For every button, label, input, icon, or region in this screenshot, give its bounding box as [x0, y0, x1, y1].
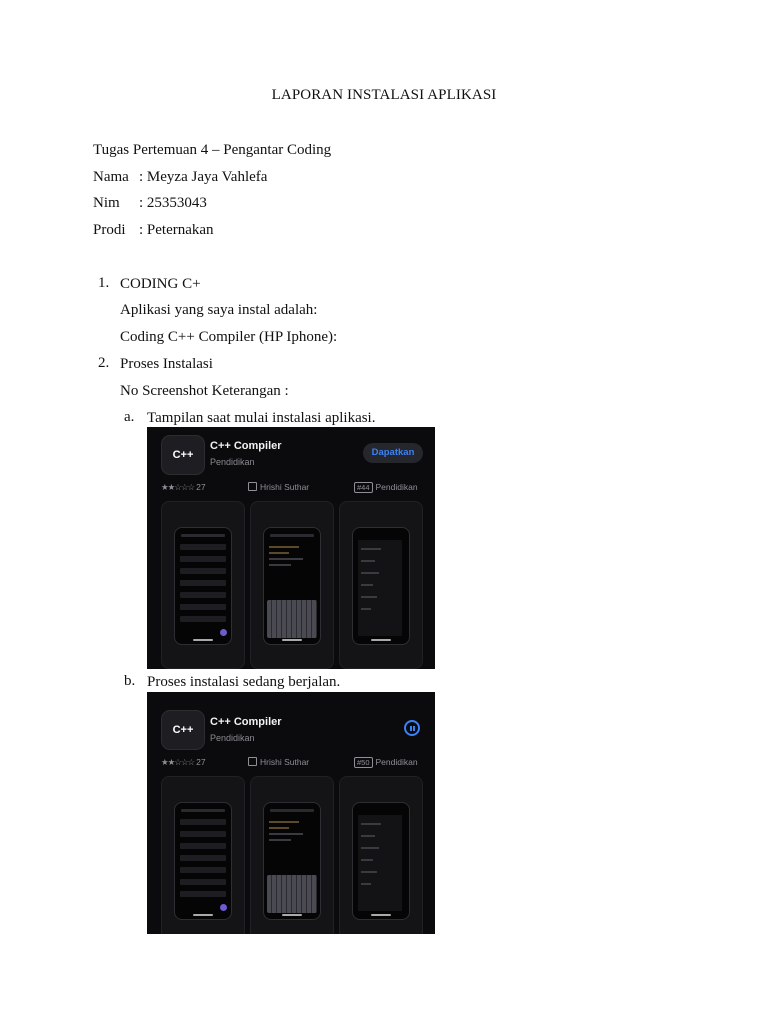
step-text: Proses instalasi sedang berjalan. — [147, 674, 341, 690]
rank-badge: #50 — [354, 757, 373, 768]
section-text: Coding C++ Compiler (HP Iphone): — [120, 329, 338, 345]
rank-badge: #44 — [354, 482, 373, 493]
page-title: LAPORAN INSTALASI APLIKASI — [271, 87, 497, 103]
app-icon: C++ — [161, 435, 205, 475]
preview-card — [339, 501, 423, 669]
phone-preview — [263, 527, 321, 645]
app-store-screenshot — [147, 427, 435, 669]
person-icon — [248, 482, 257, 491]
preview-card — [339, 776, 423, 934]
preview-card — [161, 501, 245, 669]
section-text: No Screenshot Keterangan : — [120, 383, 289, 399]
name-label: Nama — [93, 169, 129, 185]
developer-name: Hrishi Suthar — [260, 757, 310, 767]
course-line: Tugas Pertemuan 4 – Pengantar Coding — [93, 142, 332, 158]
rating-count: 27 — [196, 757, 206, 767]
phone-preview — [174, 527, 232, 645]
rating-stars: ★★☆☆☆ — [161, 757, 195, 767]
prodi-row — [93, 221, 214, 239]
app-icon: C++ — [161, 710, 205, 750]
chart-rank — [354, 482, 418, 493]
section-text: Aplikasi yang saya instal adalah: — [120, 302, 318, 318]
developer — [248, 482, 309, 492]
step-letter: b. — [124, 673, 136, 689]
phone-preview — [174, 802, 232, 920]
rank-category: Pendidikan — [375, 757, 418, 767]
name-value: : Meyza Jaya Vahlefa — [139, 169, 268, 185]
rating — [161, 482, 206, 493]
chart-rank — [354, 757, 418, 768]
prodi-label: Prodi — [93, 222, 126, 238]
phone-preview — [352, 527, 410, 645]
developer-name: Hrishi Suthar — [260, 482, 310, 492]
rank-category: Pendidikan — [375, 482, 418, 492]
app-store-screenshot — [147, 692, 435, 934]
step-text: Tampilan saat mulai instalasi aplikasi. — [147, 410, 376, 426]
rating-stars: ★★☆☆☆ — [161, 482, 195, 492]
rating — [161, 757, 206, 768]
section-heading: Proses Instalasi — [120, 356, 213, 372]
step-letter: a. — [124, 409, 135, 425]
download-progress-icon — [404, 720, 420, 736]
phone-preview — [263, 802, 321, 920]
get-button: Dapatkan — [363, 443, 423, 463]
name-row — [93, 168, 267, 186]
person-icon — [248, 757, 257, 766]
app-name: C++ Compiler — [210, 440, 282, 452]
app-category: Pendidikan — [210, 733, 255, 743]
developer — [248, 757, 309, 767]
phone-preview — [352, 802, 410, 920]
section-number: 1. — [98, 275, 110, 291]
app-name: C++ Compiler — [210, 716, 282, 728]
section-heading: CODING C+ — [120, 276, 201, 292]
prodi-value: : Peternakan — [139, 222, 214, 238]
nim-row — [93, 194, 207, 212]
rating-count: 27 — [196, 482, 206, 492]
preview-card — [250, 501, 334, 669]
preview-card — [250, 776, 334, 934]
app-category: Pendidikan — [210, 457, 255, 467]
nim-value: : 25353043 — [139, 195, 207, 211]
preview-card — [161, 776, 245, 934]
section-number: 2. — [98, 355, 110, 371]
nim-label: Nim — [93, 195, 120, 211]
